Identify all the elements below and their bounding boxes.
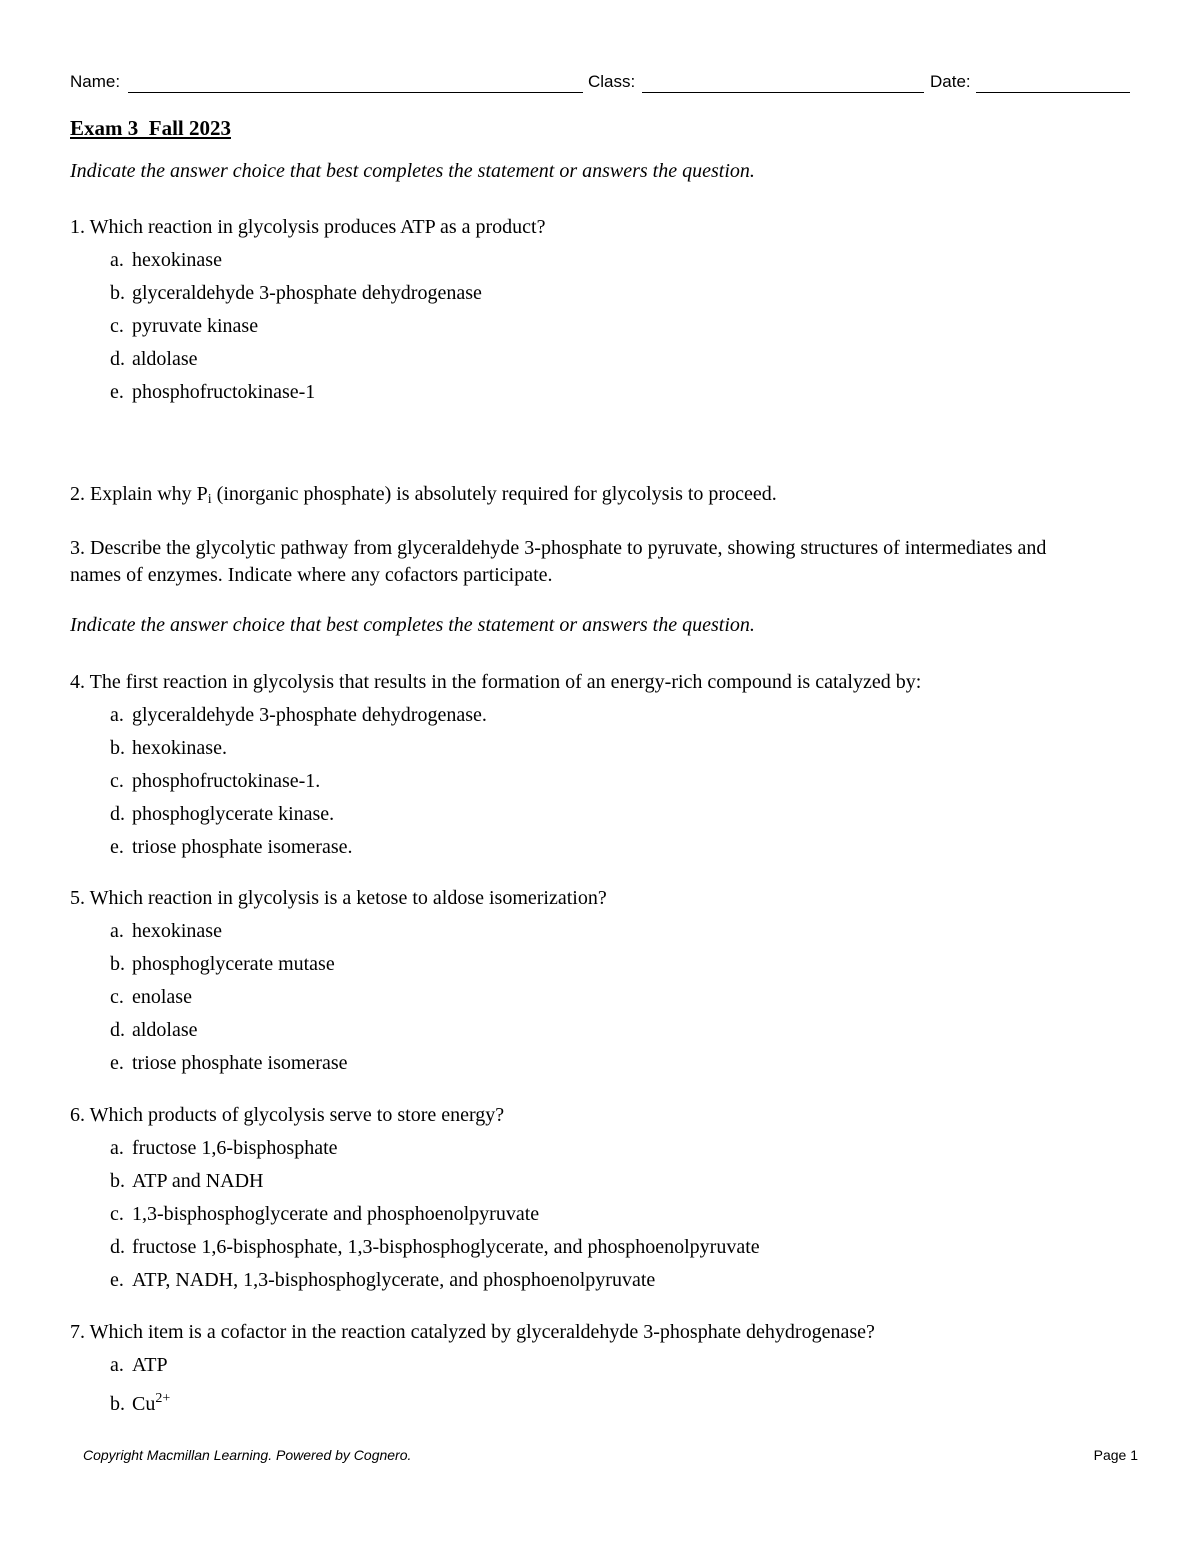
option-text: phosphoglycerate mutase (132, 953, 335, 975)
option-letter: b. (110, 737, 125, 759)
question-text: Which reaction in glycolysis produces ATP as a product? (89, 216, 546, 238)
superscript-charge: 2+ (155, 1391, 171, 1406)
answer-option[interactable] (70, 1132, 1140, 1165)
answer-option[interactable] (70, 277, 1140, 310)
answer-options (70, 699, 1140, 864)
answer-option[interactable] (70, 343, 1140, 376)
question-4 (70, 669, 1140, 864)
option-letter: b. (110, 282, 125, 304)
answer-option[interactable] (70, 1165, 1140, 1198)
class-blank[interactable] (642, 92, 924, 93)
option-letter: a. (110, 249, 124, 271)
option-letter: e. (110, 381, 124, 403)
option-letter: a. (110, 1354, 124, 1376)
option-letter: a. (110, 704, 124, 726)
question-text: Describe the glycolytic pathway from glyceraldehyde 3-phosphate to pyruvate, showing structures of intermediates and names of enzymes. Indicate where any cofactors participate. (70, 537, 1047, 586)
question-stem (70, 669, 1140, 696)
option-letter: c. (110, 315, 124, 337)
answer-option[interactable] (70, 376, 1140, 409)
option-letter: d. (110, 1236, 125, 1258)
instruction-text: Indicate the answer choice that best completes the statement or answers the question. (70, 160, 755, 182)
answer-option[interactable] (70, 1047, 1140, 1080)
option-text: 1,3-bisphosphoglycerate and phosphoenolpyruvate (132, 1203, 540, 1225)
question-number: 2. (70, 483, 85, 505)
option-text: hexokinase (132, 249, 222, 271)
option-text: hexokinase. (132, 737, 227, 759)
option-text: aldolase (132, 348, 198, 370)
option-text: fructose 1,6-bisphosphate (132, 1137, 338, 1159)
answer-option[interactable] (70, 699, 1140, 732)
answer-option[interactable] (70, 1264, 1140, 1297)
question-stem (70, 1319, 1140, 1346)
answer-option[interactable] (70, 1231, 1140, 1264)
question-text: Which products of glycolysis serve to store energy? (89, 1104, 505, 1126)
option-text: fructose 1,6-bisphosphate, 1,3-bisphosphoglycerate, and phosphoenolpyruvate (132, 1236, 760, 1258)
answer-option[interactable] (70, 310, 1140, 343)
option-text: aldolase (132, 1019, 198, 1041)
question-5 (70, 885, 1140, 1080)
date-label: Date: (930, 72, 971, 91)
answer-option[interactable] (70, 1014, 1140, 1047)
date-blank[interactable] (976, 92, 1130, 93)
header-fields (70, 70, 1130, 96)
answer-option[interactable] (70, 1198, 1140, 1231)
question-7 (70, 1319, 1140, 1415)
option-letter: e. (110, 836, 124, 858)
option-letter: b. (110, 1393, 125, 1415)
question-number: 6. (70, 1104, 85, 1126)
question-1 (70, 214, 1140, 409)
option-text: triose phosphate isomerase (132, 1052, 348, 1074)
question-number: 4. (70, 671, 85, 693)
option-text: phosphoglycerate kinase. (132, 803, 335, 825)
question-text: The first reaction in glycolysis that results in the formation of an energy-rich compound is catalyzed by: (89, 671, 922, 693)
option-text: phosphofructokinase-1. (132, 770, 321, 792)
answer-option[interactable] (70, 1382, 1140, 1415)
answer-options (70, 1132, 1140, 1297)
instruction-text: Indicate the answer choice that best completes the statement or answers the question. (70, 614, 755, 636)
answer-option[interactable] (70, 831, 1140, 864)
answer-option[interactable] (70, 732, 1140, 765)
question-text: Explain why P (90, 483, 208, 505)
class-label: Class: (588, 72, 636, 91)
answer-option[interactable] (70, 915, 1140, 948)
name-blank[interactable] (128, 92, 583, 93)
option-text: hexokinase (132, 920, 222, 942)
answer-option[interactable] (70, 244, 1140, 277)
page-number: Page 1 (1093, 1447, 1138, 1463)
option-letter: b. (110, 953, 125, 975)
option-letter: c. (110, 770, 124, 792)
question-number: 5. (70, 887, 85, 909)
question-number: 7. (70, 1321, 85, 1343)
answer-options (70, 244, 1140, 409)
option-letter: d. (110, 348, 125, 370)
option-letter: e. (110, 1052, 124, 1074)
option-text: phosphofructokinase-1 (132, 381, 316, 403)
question-stem (70, 535, 1070, 589)
answer-options (70, 915, 1140, 1080)
option-text: ATP and NADH (132, 1170, 264, 1192)
option-text: Cu (132, 1393, 156, 1415)
option-text: pyruvate kinase (132, 315, 259, 337)
copyright-footer: Copyright Macmillan Learning. Powered by Cognero. (83, 1447, 412, 1463)
option-letter: e. (110, 1269, 124, 1291)
option-text: triose phosphate isomerase. (132, 836, 353, 858)
question-3 (70, 535, 1070, 589)
option-letter: b. (110, 1170, 125, 1192)
question-stem (70, 481, 1140, 513)
question-stem (70, 885, 1140, 912)
option-text: glyceraldehyde 3-phosphate dehydrogenase (132, 282, 482, 304)
answer-option[interactable] (70, 1349, 1140, 1382)
option-text: enolase (132, 986, 192, 1008)
question-stem (70, 214, 1140, 241)
subscript-i: i (207, 492, 212, 507)
answer-option[interactable] (70, 765, 1140, 798)
answer-option[interactable] (70, 948, 1140, 981)
option-text: ATP (132, 1354, 168, 1376)
option-letter: d. (110, 1019, 125, 1041)
question-text: Which reaction in glycolysis is a ketose to aldose isomerization? (89, 887, 607, 909)
option-letter: c. (110, 986, 124, 1008)
question-text-continued: (inorganic phosphate) is absolutely required for glycolysis to proceed. (211, 483, 777, 505)
option-letter: c. (110, 1203, 124, 1225)
question-6 (70, 1102, 1140, 1297)
question-stem (70, 1102, 1140, 1129)
option-letter: a. (110, 920, 124, 942)
option-text: ATP, NADH, 1,3-bisphosphoglycerate, and phosphoenolpyruvate (132, 1269, 656, 1291)
answer-options (70, 1349, 1140, 1415)
answer-option[interactable] (70, 981, 1140, 1014)
answer-option[interactable] (70, 798, 1140, 831)
question-text: Which item is a cofactor in the reaction catalyzed by glyceraldehyde 3-phosphate dehydrogenase? (89, 1321, 875, 1343)
option-text: glyceraldehyde 3-phosphate dehydrogenase. (132, 704, 487, 726)
question-number: 1. (70, 216, 85, 238)
option-letter: a. (110, 1137, 124, 1159)
question-2 (70, 481, 1140, 513)
name-label: Name: (70, 72, 121, 91)
question-number: 3. (70, 537, 85, 559)
option-letter: d. (110, 803, 125, 825)
exam-title: Exam 3 Fall 2023 (70, 116, 231, 140)
